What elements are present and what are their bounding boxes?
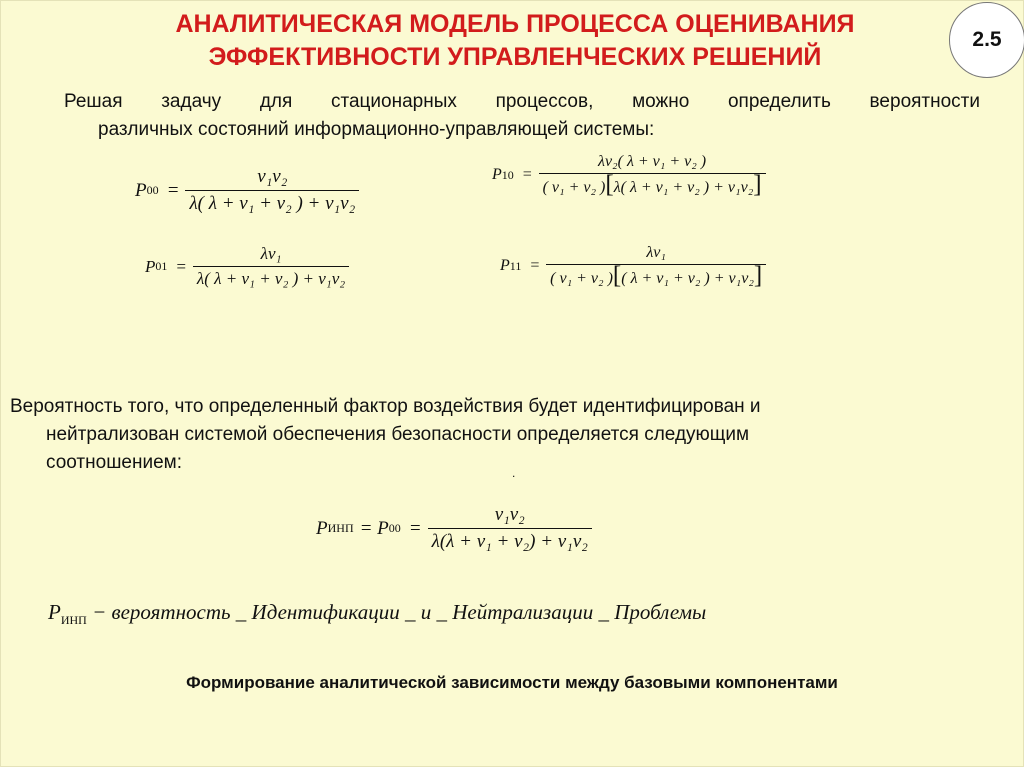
slide-number: 2.5 <box>972 28 1002 51</box>
stray-dot: . <box>512 466 516 480</box>
slide-caption: Формирование аналитической зависимости между базовыми компонентами <box>186 673 838 692</box>
p01-denominator: λ( λ + ν₁ + ν₂ ) + ν₁ν₂ <box>193 266 349 289</box>
formula-pinp <box>316 504 592 553</box>
p11-denominator-bracket: ( λ + ν₁ + ν₂ ) + ν₁ν₂ <box>621 270 754 287</box>
p01-symbol: P <box>145 256 156 276</box>
slide-number-badge <box>949 2 1024 78</box>
p10-denominator-bracket: λ( λ + ν₁ + ν₂ ) + ν₁ν₂ <box>613 179 754 196</box>
definition-symbol: P <box>48 600 61 624</box>
title-line-1: АНАЛИТИЧЕСКАЯ МОДЕЛЬ ПРОЦЕССА ОЦЕНИВАНИЯ <box>175 10 855 38</box>
p11-equals: = <box>529 257 541 274</box>
p01-subscript: 01 <box>155 259 168 273</box>
p11-denominator: ( ν₁ + ν₂ )[( λ + ν₁ + ν₂ ) + ν₁ν₂] <box>546 264 766 288</box>
definition-subscript: ИНП <box>60 613 87 628</box>
p11-symbol: P <box>500 257 510 274</box>
intro-line-2: различных состояний информационно-управляющей системы: <box>98 119 655 140</box>
p00-symbol: P <box>135 179 147 201</box>
p00-numerator: ν₁ν₂ <box>257 166 288 187</box>
pinp-numerator: ν₁ν₂ <box>494 504 525 525</box>
p11-subscript: 11 <box>509 258 522 273</box>
pinp-subscript: ИНП <box>327 521 354 535</box>
pinp-equals-p: = P <box>359 517 389 539</box>
probability-paragraph <box>10 393 970 477</box>
probability-line-3: соотношением: <box>46 452 183 473</box>
slide-title <box>110 8 920 74</box>
p10-symbol: P <box>492 166 502 183</box>
p00-equals: = <box>166 179 180 201</box>
pinp-p00-subscript: 00 <box>388 521 401 535</box>
pinp-symbol: P <box>316 517 328 539</box>
title-line-2: ЭФФЕКТИВНОСТИ УПРАВЛЕНЧЕСКИХ РЕШЕНИЙ <box>208 43 822 71</box>
p10-denominator-factor: ( ν₁ + ν₂ ) <box>542 179 606 196</box>
pinp-equals: = <box>408 517 422 539</box>
formula-p00 <box>135 166 359 215</box>
pinp-definition <box>48 600 706 628</box>
definition-text: − вероятность _ Идентификации _ и _ Нейтрализации _ Проблемы <box>92 600 707 624</box>
p11-numerator: λν₁ <box>646 244 666 261</box>
intro-line-1: Решая задачу для стационарных процессов, можно определить вероятности <box>64 91 980 112</box>
p01-fraction <box>193 244 349 289</box>
p11-fraction <box>546 244 766 288</box>
p10-denominator: ( ν₁ + ν₂ )[λ( λ + ν₁ + ν₂ ) + ν₁ν₂] <box>539 173 766 197</box>
p10-subscript: 10 <box>501 167 514 182</box>
p01-equals: = <box>175 256 187 276</box>
p10-fraction <box>539 153 766 197</box>
formula-p10 <box>492 153 766 197</box>
p10-numerator: λν₂( λ + ν₁ + ν₂ ) <box>598 153 707 170</box>
p10-equals: = <box>521 166 533 183</box>
pinp-fraction <box>428 504 592 553</box>
probability-line-2: нейтрализован системой обеспечения безопасности определяется следующим <box>46 424 750 445</box>
probability-line-1: Вероятность того, что определенный фактор воздействия будет идентифицирован и <box>10 396 761 417</box>
p11-denominator-factor: ( ν₁ + ν₂ ) <box>550 270 613 287</box>
p01-numerator: λν₁ <box>260 244 282 263</box>
p00-denominator: λ( λ + ν₁ + ν₂ ) + ν₁ν₂ <box>185 190 359 215</box>
formula-p11 <box>500 244 766 288</box>
formula-p01 <box>145 244 349 289</box>
intro-paragraph <box>64 88 980 144</box>
p00-subscript: 00 <box>146 183 159 197</box>
p00-fraction <box>185 166 359 215</box>
pinp-denominator: λ(λ + ν₁ + ν₂) + ν₁ν₂ <box>428 528 592 553</box>
